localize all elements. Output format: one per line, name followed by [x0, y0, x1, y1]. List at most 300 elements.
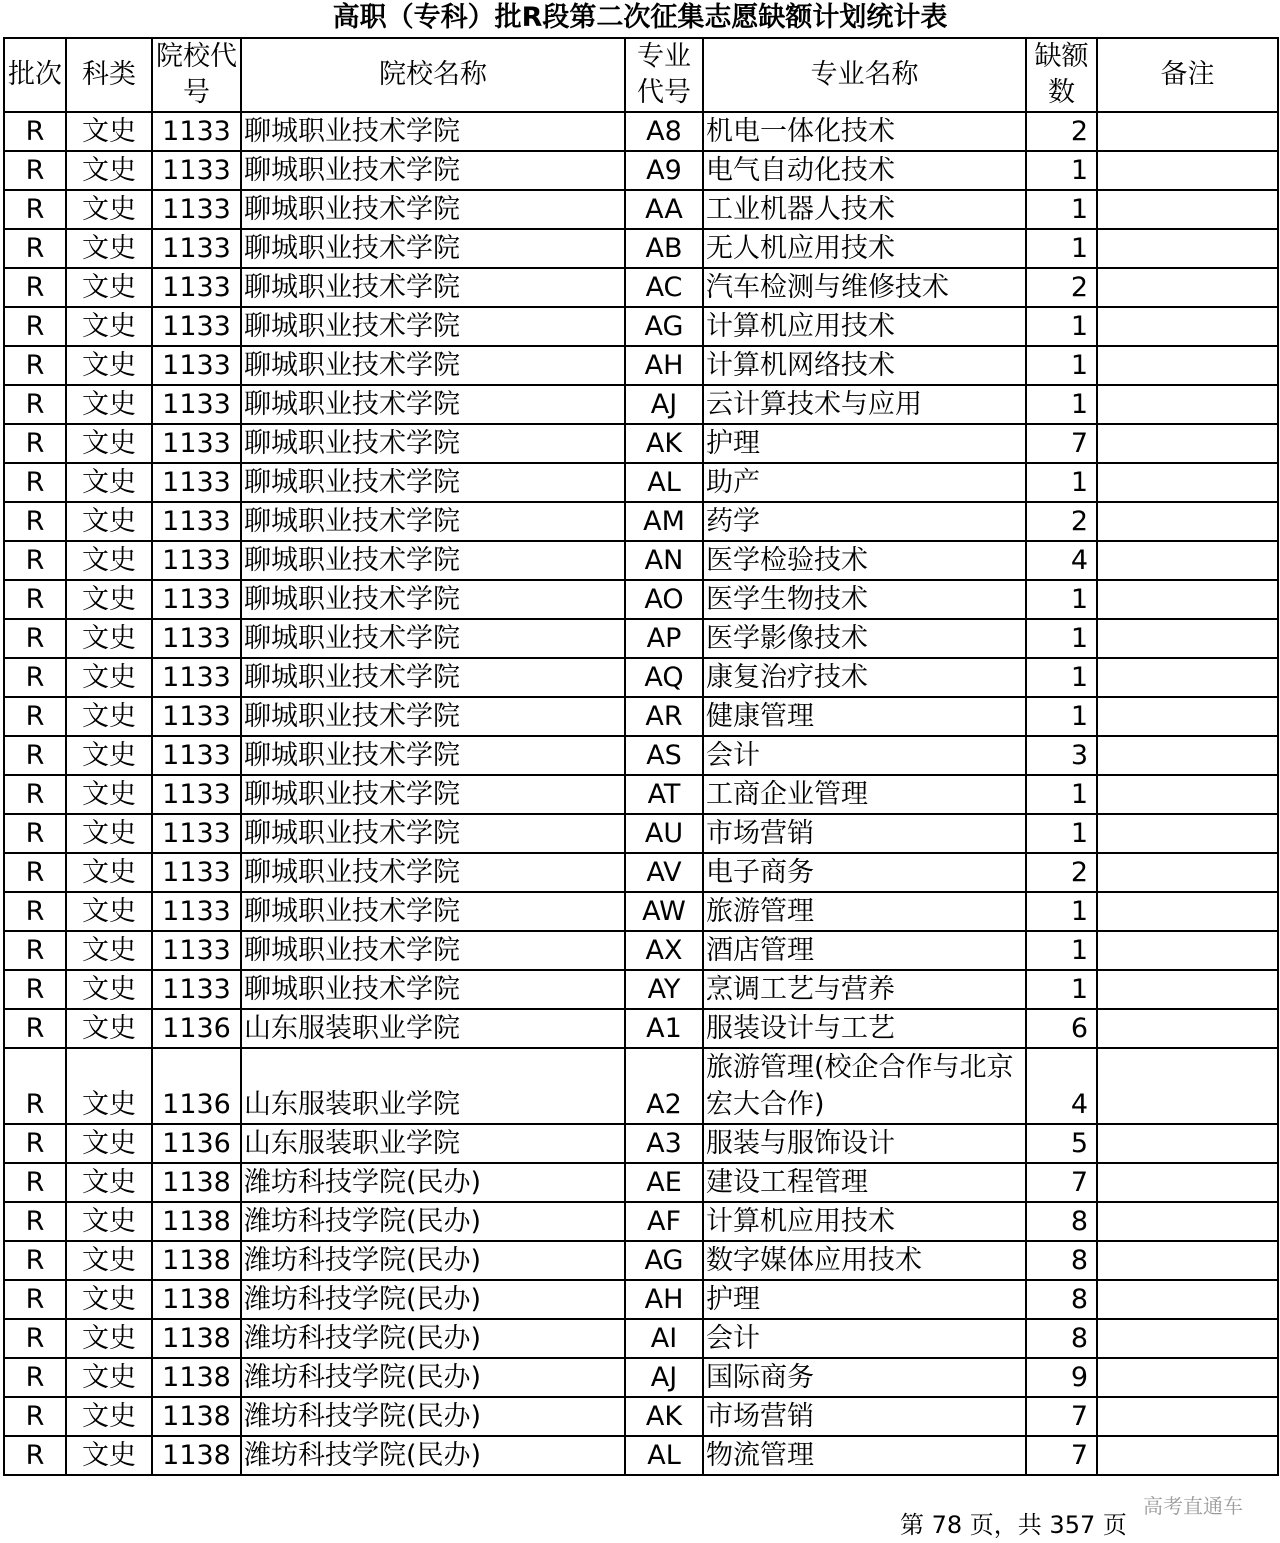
cell-major-code: AG — [625, 307, 703, 346]
cell-batch: R — [4, 970, 66, 1009]
table-row — [4, 346, 1278, 385]
table-row — [4, 463, 1278, 502]
cell-major-name: 市场营销 — [703, 1397, 1026, 1436]
table-row — [4, 1358, 1278, 1397]
cell-school-code: 1133 — [152, 229, 241, 268]
table-row — [4, 112, 1278, 151]
cell-category: 文史 — [66, 658, 152, 697]
cell-school-code: 1133 — [152, 931, 241, 970]
cell-batch: R — [4, 1009, 66, 1048]
cell-category: 文史 — [66, 346, 152, 385]
cell-major-code: AR — [625, 697, 703, 736]
cell-major-code: A8 — [625, 112, 703, 151]
cell-school-name: 山东服装职业学院 — [241, 1009, 625, 1048]
cell-school-name: 聊城职业技术学院 — [241, 541, 625, 580]
cell-school-code: 1133 — [152, 619, 241, 658]
header-major-code: 专业代号 — [625, 38, 703, 112]
cell-remarks — [1097, 853, 1278, 892]
cell-batch: R — [4, 775, 66, 814]
cell-school-code: 1133 — [152, 346, 241, 385]
cell-school-name: 聊城职业技术学院 — [241, 463, 625, 502]
cell-school-code: 1133 — [152, 385, 241, 424]
cell-category: 文史 — [66, 502, 152, 541]
cell-school-code: 1133 — [152, 502, 241, 541]
cell-batch: R — [4, 697, 66, 736]
cell-major-code: AX — [625, 931, 703, 970]
cell-major-name: 物流管理 — [703, 1436, 1026, 1475]
cell-category: 文史 — [66, 892, 152, 931]
cell-vacancies: 1 — [1026, 619, 1097, 658]
cell-category: 文史 — [66, 112, 152, 151]
cell-category: 文史 — [66, 853, 152, 892]
cell-major-name: 医学检验技术 — [703, 541, 1026, 580]
table-row — [4, 736, 1278, 775]
cell-major-name: 机电一体化技术 — [703, 112, 1026, 151]
cell-vacancies: 4 — [1026, 541, 1097, 580]
cell-major-name: 电子商务 — [703, 853, 1026, 892]
cell-category: 文史 — [66, 1009, 152, 1048]
cell-category: 文史 — [66, 541, 152, 580]
cell-school-name: 山东服装职业学院 — [241, 1124, 625, 1163]
cell-batch: R — [4, 541, 66, 580]
cell-remarks — [1097, 931, 1278, 970]
cell-major-name: 云计算技术与应用 — [703, 385, 1026, 424]
cell-major-name: 会计 — [703, 1319, 1026, 1358]
cell-remarks — [1097, 1436, 1278, 1475]
table-row — [4, 775, 1278, 814]
page-indicator: 第 78 页，共 357 页 — [900, 1511, 1127, 1539]
cell-major-code: AK — [625, 424, 703, 463]
cell-batch: R — [4, 931, 66, 970]
cell-school-name: 聊城职业技术学院 — [241, 346, 625, 385]
cell-school-code: 1133 — [152, 424, 241, 463]
cell-school-name: 聊城职业技术学院 — [241, 892, 625, 931]
cell-major-name: 计算机网络技术 — [703, 346, 1026, 385]
cell-school-name: 聊城职业技术学院 — [241, 697, 625, 736]
header-school-name: 院校名称 — [241, 38, 625, 112]
cell-major-name: 工业机器人技术 — [703, 190, 1026, 229]
cell-vacancies: 1 — [1026, 190, 1097, 229]
header-batch: 批次 — [4, 38, 66, 112]
cell-category: 文史 — [66, 463, 152, 502]
cell-school-code: 1133 — [152, 853, 241, 892]
cell-school-name: 潍坊科技学院(民办) — [241, 1163, 625, 1202]
cell-remarks — [1097, 580, 1278, 619]
cell-remarks — [1097, 658, 1278, 697]
table-row — [4, 1163, 1278, 1202]
cell-batch: R — [4, 346, 66, 385]
cell-major-name: 旅游管理(校企合作与北京宏大合作) — [703, 1048, 1026, 1124]
table-row — [4, 190, 1278, 229]
cell-major-name: 市场营销 — [703, 814, 1026, 853]
cell-school-name: 潍坊科技学院(民办) — [241, 1280, 625, 1319]
cell-vacancies: 3 — [1026, 736, 1097, 775]
cell-category: 文史 — [66, 1202, 152, 1241]
cell-school-name: 潍坊科技学院(民办) — [241, 1202, 625, 1241]
cell-vacancies: 1 — [1026, 892, 1097, 931]
cell-school-name: 聊城职业技术学院 — [241, 424, 625, 463]
cell-school-name: 潍坊科技学院(民办) — [241, 1397, 625, 1436]
cell-major-code: A1 — [625, 1009, 703, 1048]
cell-vacancies: 2 — [1026, 268, 1097, 307]
cell-school-name: 潍坊科技学院(民办) — [241, 1319, 625, 1358]
cell-vacancies: 5 — [1026, 1124, 1097, 1163]
cell-category: 文史 — [66, 229, 152, 268]
cell-major-code: AI — [625, 1319, 703, 1358]
cell-vacancies: 7 — [1026, 1397, 1097, 1436]
cell-vacancies: 7 — [1026, 1163, 1097, 1202]
cell-school-code: 1133 — [152, 970, 241, 1009]
cell-remarks — [1097, 1319, 1278, 1358]
cell-category: 文史 — [66, 580, 152, 619]
cell-major-name: 无人机应用技术 — [703, 229, 1026, 268]
cell-school-name: 潍坊科技学院(民办) — [241, 1358, 625, 1397]
cell-major-name: 国际商务 — [703, 1358, 1026, 1397]
cell-batch: R — [4, 1436, 66, 1475]
cell-vacancies: 7 — [1026, 1436, 1097, 1475]
cell-batch: R — [4, 385, 66, 424]
cell-remarks — [1097, 424, 1278, 463]
cell-school-code: 1138 — [152, 1202, 241, 1241]
table-row — [4, 502, 1278, 541]
cell-vacancies: 4 — [1026, 1048, 1097, 1124]
cell-category: 文史 — [66, 190, 152, 229]
table-row — [4, 541, 1278, 580]
cell-school-code: 1133 — [152, 190, 241, 229]
cell-school-code: 1138 — [152, 1319, 241, 1358]
cell-remarks — [1097, 1124, 1278, 1163]
table-row — [4, 1202, 1278, 1241]
cell-school-name: 潍坊科技学院(民办) — [241, 1436, 625, 1475]
cell-remarks — [1097, 346, 1278, 385]
cell-remarks — [1097, 229, 1278, 268]
cell-remarks — [1097, 541, 1278, 580]
cell-vacancies: 1 — [1026, 580, 1097, 619]
cell-major-code: AU — [625, 814, 703, 853]
cell-school-code: 1138 — [152, 1241, 241, 1280]
cell-remarks — [1097, 1202, 1278, 1241]
table-header-row — [4, 38, 1278, 112]
cell-major-name: 旅游管理 — [703, 892, 1026, 931]
table-row — [4, 1436, 1278, 1475]
cell-batch: R — [4, 307, 66, 346]
cell-vacancies: 2 — [1026, 853, 1097, 892]
cell-major-name: 汽车检测与维修技术 — [703, 268, 1026, 307]
cell-major-code: A3 — [625, 1124, 703, 1163]
table-row — [4, 814, 1278, 853]
cell-category: 文史 — [66, 736, 152, 775]
cell-major-name: 工商企业管理 — [703, 775, 1026, 814]
cell-remarks — [1097, 1163, 1278, 1202]
cell-school-name: 聊城职业技术学院 — [241, 970, 625, 1009]
cell-school-code: 1136 — [152, 1009, 241, 1048]
cell-school-name: 聊城职业技术学院 — [241, 658, 625, 697]
table-body — [4, 112, 1278, 1475]
cell-vacancies: 8 — [1026, 1202, 1097, 1241]
cell-school-name: 聊城职业技术学院 — [241, 151, 625, 190]
cell-batch: R — [4, 1358, 66, 1397]
cell-major-name: 烹调工艺与营养 — [703, 970, 1026, 1009]
cell-major-code: AT — [625, 775, 703, 814]
cell-batch: R — [4, 1048, 66, 1124]
cell-remarks — [1097, 1009, 1278, 1048]
cell-remarks — [1097, 385, 1278, 424]
cell-batch: R — [4, 619, 66, 658]
cell-batch: R — [4, 580, 66, 619]
cell-major-code: AQ — [625, 658, 703, 697]
table-row — [4, 385, 1278, 424]
cell-major-code: AJ — [625, 1358, 703, 1397]
cell-remarks — [1097, 463, 1278, 502]
table-row — [4, 1048, 1278, 1124]
cell-vacancies: 2 — [1026, 112, 1097, 151]
table-row — [4, 619, 1278, 658]
table-row — [4, 268, 1278, 307]
cell-category: 文史 — [66, 1397, 152, 1436]
cell-major-code: AN — [625, 541, 703, 580]
cell-major-code: AF — [625, 1202, 703, 1241]
cell-category: 文史 — [66, 970, 152, 1009]
cell-major-code: AJ — [625, 385, 703, 424]
cell-vacancies: 9 — [1026, 1358, 1097, 1397]
cell-category: 文史 — [66, 1124, 152, 1163]
cell-batch: R — [4, 151, 66, 190]
cell-category: 文史 — [66, 385, 152, 424]
cell-batch: R — [4, 190, 66, 229]
cell-remarks — [1097, 502, 1278, 541]
cell-batch: R — [4, 229, 66, 268]
cell-major-code: AG — [625, 1241, 703, 1280]
cell-school-code: 1133 — [152, 814, 241, 853]
cell-school-code: 1133 — [152, 775, 241, 814]
cell-school-code: 1133 — [152, 697, 241, 736]
cell-batch: R — [4, 736, 66, 775]
cell-batch: R — [4, 1202, 66, 1241]
cell-batch: R — [4, 463, 66, 502]
cell-category: 文史 — [66, 814, 152, 853]
cell-batch: R — [4, 502, 66, 541]
cell-school-code: 1133 — [152, 541, 241, 580]
table-row — [4, 229, 1278, 268]
cell-major-name: 健康管理 — [703, 697, 1026, 736]
cell-major-code: A2 — [625, 1048, 703, 1124]
cell-school-code: 1133 — [152, 151, 241, 190]
cell-category: 文史 — [66, 1241, 152, 1280]
cell-vacancies: 1 — [1026, 151, 1097, 190]
cell-category: 文史 — [66, 1436, 152, 1475]
cell-school-name: 聊城职业技术学院 — [241, 619, 625, 658]
cell-major-name: 药学 — [703, 502, 1026, 541]
table-row — [4, 1124, 1278, 1163]
cell-major-name: 数字媒体应用技术 — [703, 1241, 1026, 1280]
cell-vacancies: 1 — [1026, 970, 1097, 1009]
watermark: 高考直通车 — [1143, 1494, 1243, 1518]
page-title: 高职（专科）批R段第二次征集志愿缺额计划统计表 — [332, 2, 948, 33]
cell-vacancies: 1 — [1026, 307, 1097, 346]
cell-school-name: 聊城职业技术学院 — [241, 580, 625, 619]
cell-remarks — [1097, 1048, 1278, 1124]
cell-remarks — [1097, 151, 1278, 190]
cell-remarks — [1097, 307, 1278, 346]
cell-remarks — [1097, 190, 1278, 229]
table-row — [4, 307, 1278, 346]
cell-school-name: 聊城职业技术学院 — [241, 814, 625, 853]
header-major-name: 专业名称 — [703, 38, 1026, 112]
cell-major-code: AK — [625, 1397, 703, 1436]
cell-major-name: 服装设计与工艺 — [703, 1009, 1026, 1048]
cell-major-name: 服装与服饰设计 — [703, 1124, 1026, 1163]
cell-vacancies: 1 — [1026, 229, 1097, 268]
table-row — [4, 151, 1278, 190]
cell-school-code: 1136 — [152, 1048, 241, 1124]
cell-major-code: AB — [625, 229, 703, 268]
cell-major-name: 护理 — [703, 1280, 1026, 1319]
cell-major-name: 电气自动化技术 — [703, 151, 1026, 190]
header-school-code: 院校代号 — [152, 38, 241, 112]
cell-batch: R — [4, 853, 66, 892]
cell-vacancies: 1 — [1026, 775, 1097, 814]
cell-school-code: 1133 — [152, 268, 241, 307]
table-row — [4, 970, 1278, 1009]
table-row — [4, 424, 1278, 463]
cell-school-name: 聊城职业技术学院 — [241, 385, 625, 424]
cell-batch: R — [4, 112, 66, 151]
cell-vacancies: 7 — [1026, 424, 1097, 463]
cell-category: 文史 — [66, 151, 152, 190]
cell-major-name: 医学生物技术 — [703, 580, 1026, 619]
cell-school-code: 1138 — [152, 1280, 241, 1319]
cell-category: 文史 — [66, 268, 152, 307]
cell-major-code: AH — [625, 1280, 703, 1319]
cell-major-name: 康复治疗技术 — [703, 658, 1026, 697]
cell-major-code: AE — [625, 1163, 703, 1202]
cell-school-code: 1138 — [152, 1358, 241, 1397]
header-remarks: 备注 — [1097, 38, 1278, 112]
cell-school-name: 聊城职业技术学院 — [241, 853, 625, 892]
cell-vacancies: 2 — [1026, 502, 1097, 541]
cell-school-code: 1133 — [152, 658, 241, 697]
cell-category: 文史 — [66, 697, 152, 736]
cell-major-code: AP — [625, 619, 703, 658]
cell-major-name: 医学影像技术 — [703, 619, 1026, 658]
table-row — [4, 931, 1278, 970]
cell-major-code: AS — [625, 736, 703, 775]
cell-major-code: AL — [625, 463, 703, 502]
cell-major-name: 助产 — [703, 463, 1026, 502]
cell-remarks — [1097, 814, 1278, 853]
cell-category: 文史 — [66, 1163, 152, 1202]
vacancy-table — [3, 37, 1279, 1476]
cell-major-code: AL — [625, 1436, 703, 1475]
cell-category: 文史 — [66, 424, 152, 463]
cell-major-code: AA — [625, 190, 703, 229]
header-vacancies: 缺额数 — [1026, 38, 1097, 112]
cell-school-code: 1136 — [152, 1124, 241, 1163]
cell-major-code: A9 — [625, 151, 703, 190]
cell-batch: R — [4, 1280, 66, 1319]
cell-batch: R — [4, 814, 66, 853]
cell-batch: R — [4, 1124, 66, 1163]
cell-category: 文史 — [66, 1048, 152, 1124]
cell-vacancies: 1 — [1026, 385, 1097, 424]
cell-remarks — [1097, 1397, 1278, 1436]
table-row — [4, 892, 1278, 931]
cell-category: 文史 — [66, 619, 152, 658]
cell-school-code: 1138 — [152, 1163, 241, 1202]
cell-vacancies: 1 — [1026, 463, 1097, 502]
cell-school-code: 1133 — [152, 463, 241, 502]
cell-remarks — [1097, 1241, 1278, 1280]
cell-major-code: AC — [625, 268, 703, 307]
cell-school-code: 1138 — [152, 1436, 241, 1475]
header-category: 科类 — [66, 38, 152, 112]
cell-school-code: 1133 — [152, 736, 241, 775]
cell-major-code: AV — [625, 853, 703, 892]
cell-major-name: 会计 — [703, 736, 1026, 775]
cell-vacancies: 1 — [1026, 814, 1097, 853]
cell-category: 文史 — [66, 1280, 152, 1319]
cell-major-name: 计算机应用技术 — [703, 307, 1026, 346]
cell-major-name: 酒店管理 — [703, 931, 1026, 970]
table-row — [4, 1319, 1278, 1358]
table-row — [4, 580, 1278, 619]
cell-batch: R — [4, 658, 66, 697]
table-row — [4, 1397, 1278, 1436]
cell-school-name: 聊城职业技术学院 — [241, 307, 625, 346]
cell-major-code: AH — [625, 346, 703, 385]
cell-batch: R — [4, 1319, 66, 1358]
cell-school-name: 潍坊科技学院(民办) — [241, 1241, 625, 1280]
cell-vacancies: 1 — [1026, 697, 1097, 736]
cell-school-code: 1133 — [152, 580, 241, 619]
cell-remarks — [1097, 112, 1278, 151]
cell-school-name: 聊城职业技术学院 — [241, 931, 625, 970]
cell-school-code: 1138 — [152, 1397, 241, 1436]
cell-vacancies: 8 — [1026, 1241, 1097, 1280]
cell-school-name: 聊城职业技术学院 — [241, 775, 625, 814]
table-row — [4, 658, 1278, 697]
cell-remarks — [1097, 736, 1278, 775]
cell-vacancies: 1 — [1026, 931, 1097, 970]
cell-remarks — [1097, 775, 1278, 814]
cell-remarks — [1097, 268, 1278, 307]
cell-school-name: 聊城职业技术学院 — [241, 190, 625, 229]
cell-batch: R — [4, 1397, 66, 1436]
cell-remarks — [1097, 970, 1278, 1009]
cell-vacancies: 6 — [1026, 1009, 1097, 1048]
cell-school-name: 聊城职业技术学院 — [241, 112, 625, 151]
cell-batch: R — [4, 1163, 66, 1202]
cell-school-name: 山东服装职业学院 — [241, 1048, 625, 1124]
cell-major-code: AY — [625, 970, 703, 1009]
cell-category: 文史 — [66, 1358, 152, 1397]
cell-remarks — [1097, 697, 1278, 736]
cell-school-name: 聊城职业技术学院 — [241, 502, 625, 541]
table-row — [4, 853, 1278, 892]
cell-category: 文史 — [66, 931, 152, 970]
cell-school-code: 1133 — [152, 112, 241, 151]
cell-vacancies: 1 — [1026, 658, 1097, 697]
table-row — [4, 697, 1278, 736]
cell-batch: R — [4, 1241, 66, 1280]
cell-category: 文史 — [66, 1319, 152, 1358]
cell-batch: R — [4, 268, 66, 307]
cell-school-code: 1133 — [152, 892, 241, 931]
cell-school-name: 聊城职业技术学院 — [241, 229, 625, 268]
cell-major-name: 计算机应用技术 — [703, 1202, 1026, 1241]
table-row — [4, 1009, 1278, 1048]
cell-major-code: AW — [625, 892, 703, 931]
